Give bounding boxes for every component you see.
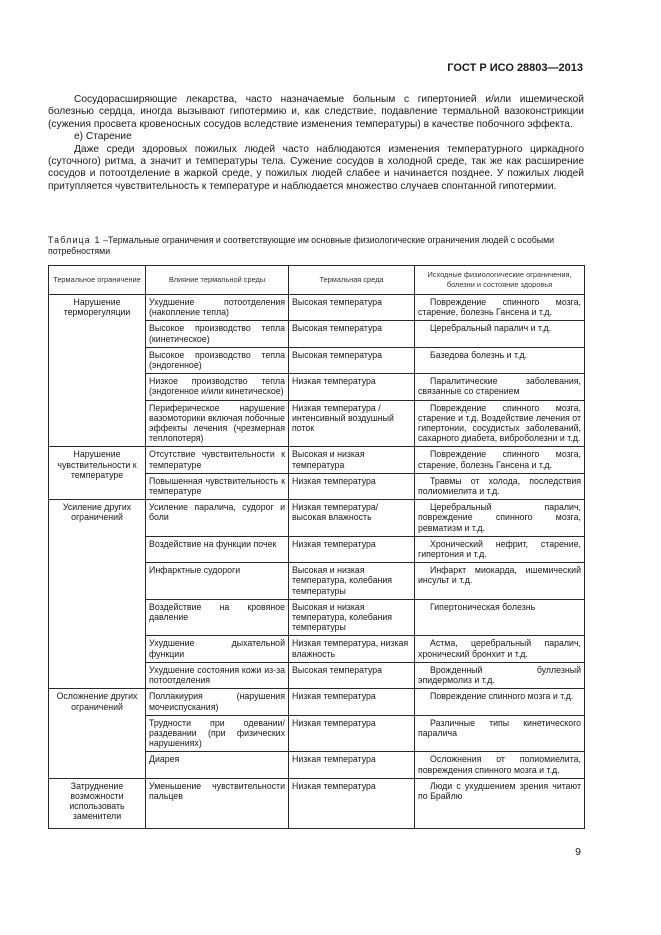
effect-cell: Трудности при одевании/ раздевании (при физических нарушениях) [146,715,289,752]
table-caption [48,235,588,257]
table-label: Таблица 1 [48,235,101,245]
conditions-cell: Врожденный буллезный эпидермолиз и т.д. [415,662,585,688]
environment-cell: Высокая температура [289,295,415,321]
constraint-cell: Затруднение возможности использовать заменители [49,778,146,828]
environment-cell: Низкая температура, низкая влажность [289,636,415,662]
paragraph: Даже среди здоровых пожилых людей часто наблюдаются изменения температурного циркадного (суточного) ритма, а значит и температуры тела. Сужение сосудов в холодной среде, так же как расширение сосудов и потоотделение в жаркой среде, у пожилых людей слабее и начинается позднее. У пожилых людей притупляется чувствительность к температуре и наблюдается множество случаев спонтанной гипотермии. [48,143,584,192]
effect-cell: Воздействие на кровяное давление [146,599,289,636]
effect-cell: Низкое производство тепла (эндогенное и/или кинетическое) [146,374,289,400]
environment-cell: Низкая температура [289,715,415,752]
conditions-cell: Различные типы кинетического паралича [415,715,585,752]
effect-cell: Уменьшение чувствительности пальцев [146,778,289,828]
effect-cell: Ухудшение дыхательной функции [146,636,289,662]
table-row [49,447,585,473]
environment-cell: Низкая температура [289,752,415,778]
effect-cell: Периферическое нарушение вазомоторики включая побочные эффекты лечения (чрезмерная теплопотеря) [146,400,289,447]
effect-cell: Воздействие на функции почек [146,536,289,562]
effect-cell: Диарея [146,752,289,778]
column-header: Термальная среда [289,266,415,295]
table-row [49,500,585,537]
column-header: Термальное ограничение [49,266,146,295]
environment-cell: Низкая температура [289,374,415,400]
column-header: Влияние термальной среды [146,266,289,295]
environment-cell: Высокая и низкая температура, колебания температуры [289,599,415,636]
constraint-cell: Усиление других ограничений [49,500,146,689]
conditions-cell: Осложнения от полиомиелита, повреждения спинного мозга и т.д. [415,752,585,778]
conditions-cell: Инфаркт миокарда, ишемический инсульт и т.д. [415,563,585,600]
table-row [49,295,585,321]
environment-cell: Высокая и низкая температура [289,447,415,473]
environment-cell: Низкая температура [289,473,415,499]
effect-cell: Отсутствие чувствительности к температуре [146,447,289,473]
conditions-cell: Повреждение спинного мозга и т.д. [415,689,585,715]
environment-cell: Низкая температура/ высокая влажность [289,500,415,537]
effect-cell: Усиление паралича, судорог и боли [146,500,289,537]
conditions-cell: Церебральный паралич, повреждение спинного мозга, ревматизм и т.д. [415,500,585,537]
effect-cell: Повышенная чувствительность к температуре [146,473,289,499]
conditions-cell: Повреждение спинного мозга, старение и т.д. Воздействие лечения от гипертонии, сосудистых заболеваний, сахарного диабета, виброболезни и т.д. [415,400,585,447]
conditions-cell: Паралитические заболевания, связанные со старением [415,374,585,400]
conditions-cell: Травмы от холода, последствия полиомиелита и т.д. [415,473,585,499]
effect-cell: Высокое производство тепла (кинетическое) [146,321,289,347]
conditions-cell: Базедова болезнь и т.д. [415,347,585,373]
conditions-cell: Церебральный паралич и т.д. [415,321,585,347]
conditions-cell: Хронический нефрит, старение, гипертония и т.д. [415,536,585,562]
conditions-cell: Гипертоническая болезнь [415,599,585,636]
constraint-cell: Осложнение других ограничений [49,689,146,778]
constraints-table [48,265,585,829]
paragraph: Сосудорасширяющие лекарства, часто назначаемые больным с гипертонией и/или ишемической болезнью сердца, иногда вызывают гипотермию и, как следствие, подавление термальной вазоконстрикции (сужения просвета кровеносных сосудов вследствие изменения температуры) в качестве побочного эффекта. [48,94,584,130]
environment-cell: Низкая температура [289,536,415,562]
document-header: ГОСТ Р ИСО 28803—2013 [447,62,583,74]
conditions-cell: Повреждение спинного мозга, старение, болезнь Гансена и т.д. [415,447,585,473]
body-text [48,94,584,193]
effect-cell: Поллакиурия (нарушения мочеиспускания) [146,689,289,715]
table-row [49,689,585,715]
conditions-cell: Повреждение спинного мозга, старение, болезнь Гансена и т.д. [415,295,585,321]
section-heading: е) Старение [74,131,132,143]
effect-cell: Ухудшение потоотделения (накопление тепла) [146,295,289,321]
conditions-cell: Астма, церебральный паралич, хронический бронхит и т.д. [415,636,585,662]
environment-cell: Высокая температура [289,321,415,347]
table-row [49,778,585,828]
table-caption-text: –Термальные ограничения и соответствующие им основные физиологические ограничения людей с особыми потребностями [48,235,555,256]
environment-cell: Высокая температура [289,662,415,688]
environment-cell: Высокая температура [289,347,415,373]
environment-cell: Низкая температура /интенсивный воздушный поток [289,400,415,447]
environment-cell: Низкая температура [289,778,415,828]
page-number: 9 [575,846,581,858]
column-header: Исходные физиологические ограничения, болезни и состояние здоровья [415,266,585,295]
effect-cell: Высокое производство тепла (эндогенное) [146,347,289,373]
effect-cell: Инфарктные судороги [146,563,289,600]
constraint-cell: Нарушение терморегуляции [49,295,146,447]
table-header-row [49,266,585,295]
environment-cell: Низкая температура [289,689,415,715]
conditions-cell: Люди с ухудшением зрения читают по Брайлю [415,778,585,828]
constraint-cell: Нарушение чувствительности к температуре [49,447,146,500]
effect-cell: Ухудшение состояния кожи из-за потоотделения [146,662,289,688]
environment-cell: Высокая и низкая температура, колебания температуры [289,563,415,600]
